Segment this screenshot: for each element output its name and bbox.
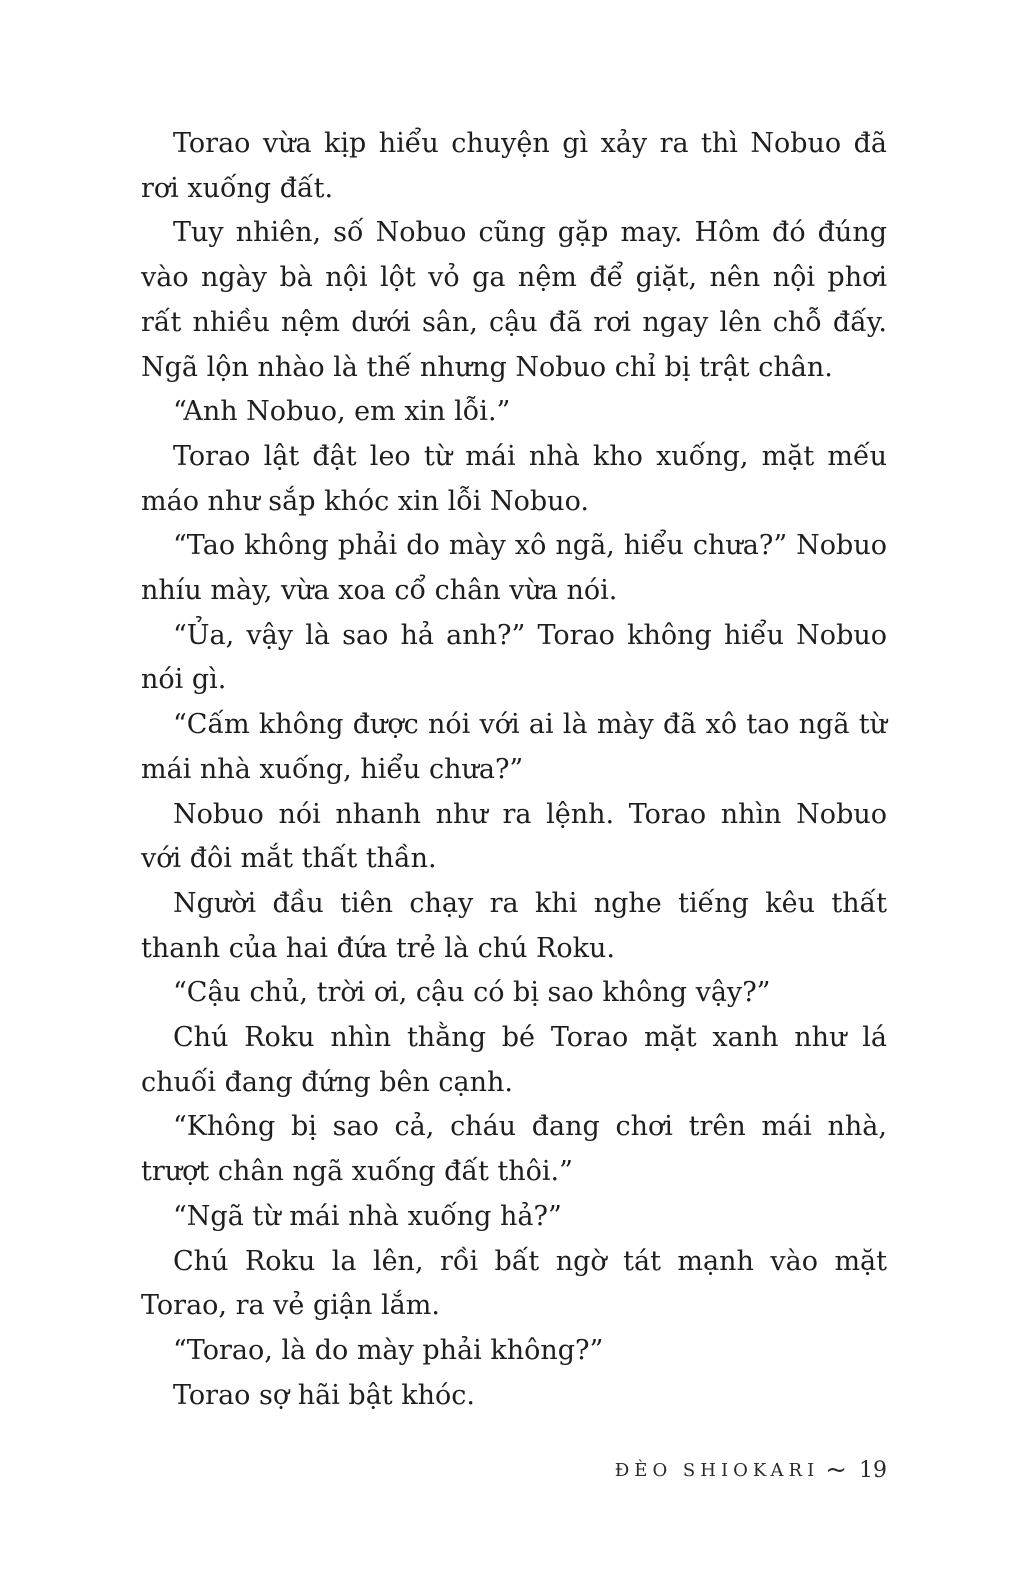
paragraph: “Cấm không được nói với ai là mày đã xô tao ngã từ mái nhà xuống, hiểu chưa?” — [141, 709, 887, 785]
paragraph: “Cậu chủ, trời ơi, cậu có bị sao không vậy?” — [173, 977, 771, 1009]
paragraph: Người đầu tiên chạy ra khi nghe tiếng kêu thất thanh của hai đứa trẻ là chú Roku. — [141, 887, 887, 964]
paragraph: Chú Roku la lên, rồi bất ngờ tát mạnh vào mặt Torao, ra vẻ giận lắm. — [141, 1245, 887, 1322]
page-number: 19 — [859, 1457, 887, 1483]
paragraph: “Ủa, vậy là sao hả anh?” Torao không hiểu Nobuo nói gì. — [141, 619, 887, 696]
footer-separator: ~ — [825, 1455, 847, 1485]
paragraph: Chú Roku nhìn thằng bé Torao mặt xanh như lá chuối đang đứng bên cạnh. — [141, 1022, 887, 1098]
running-title: ĐÈO SHIOKARI — [614, 1459, 820, 1481]
paragraph: Torao vừa kịp hiểu chuyện gì xảy ra thì Nobuo đã rơi xuống đất. — [141, 128, 887, 204]
paragraph: Torao sợ hãi bật khóc. — [173, 1379, 475, 1411]
paragraph: Tuy nhiên, số Nobuo cũng gặp may. Hôm đó đúng vào ngày bà nội lột vỏ ga nệm để giặt, nên nội phơi rất nhiều nệm dưới sân, cậu đã rơi ngay lên chỗ đấy. Ngã lộn nhào là thế nhưng Nobuo chỉ bị trật chân. — [141, 217, 887, 383]
page-footer — [615, 1455, 887, 1485]
body-text — [141, 122, 887, 1418]
paragraph: Nobuo nói nhanh như ra lệnh. Torao nhìn Nobuo với đôi mắt thất thần. — [141, 798, 887, 875]
paragraph: “Tao không phải do mày xô ngã, hiểu chưa?” Nobuo nhíu mày, vừa xoa cổ chân vừa nói. — [141, 530, 887, 607]
paragraph: Torao lật đật leo từ mái nhà kho xuống, mặt mếu máo như sắp khóc xin lỗi Nobuo. — [141, 440, 887, 517]
paragraph: “Không bị sao cả, cháu đang chơi trên mái nhà, trượt chân ngã xuống đất thôi.” — [141, 1111, 887, 1188]
paragraph: “Ngã từ mái nhà xuống hả?” — [173, 1200, 562, 1232]
paragraph: “Anh Nobuo, em xin lỗi.” — [173, 396, 511, 428]
paragraph: “Torao, là do mày phải không?” — [173, 1334, 604, 1366]
